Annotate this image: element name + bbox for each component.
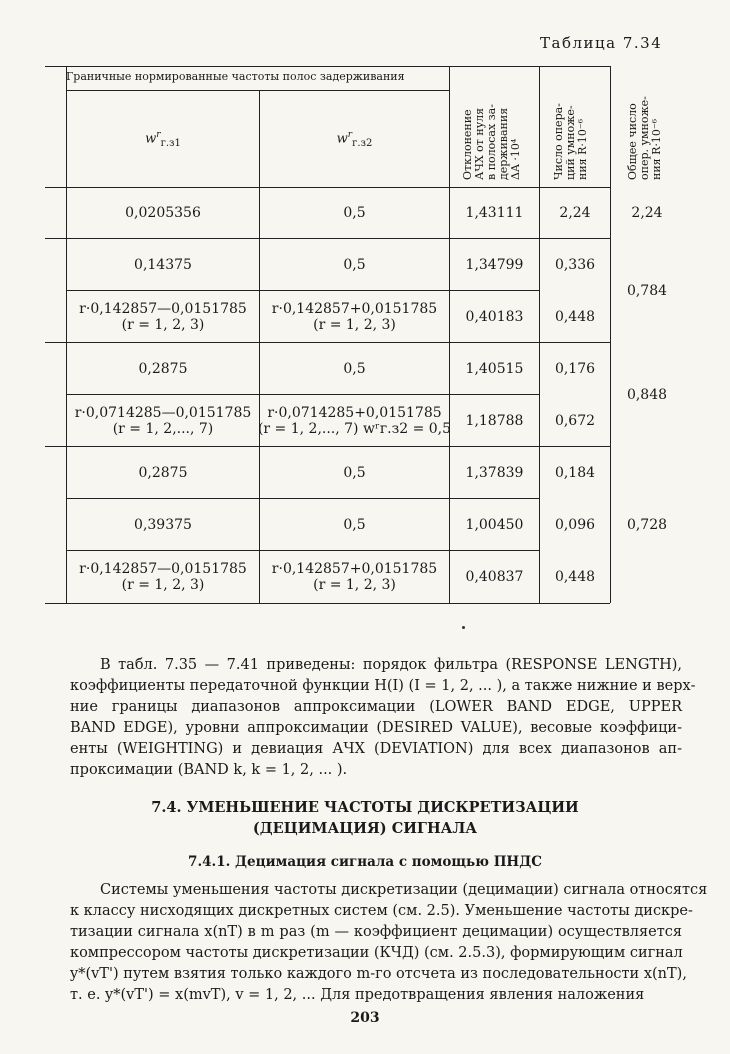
table-cell-ops: 2,24 <box>559 205 591 221</box>
paragraph-decimation: Системы уменьшения частоты дискретизации (децимации) сигнала относятся к классу нисходящих дискретных систем (см. 2.5). Уменьшение частоты дискре- тизации сигнала x(nT) в m раз (m — коэффициент децимации) осуществляется компрессором частоты дискретизации (КЧД) (см. 2.5.3), формирующим сигнал y*(vT') путем взятия только каждого m-го отсчета из последовательности x(nT), т. е. y*(vT') = x(mvT), v = 1, 2, ... Для предотвращения явления наложения <box>70 882 708 1003</box>
section-heading-line1: 7.4. УМЕНЬШЕНИЕ ЧАСТОТЫ ДИСКРЕТИЗАЦИИ <box>151 799 579 816</box>
table-cell-ops: 0,672 <box>554 412 596 429</box>
table-cell-ops: 0,336 <box>554 256 596 273</box>
table-cell-w1: 0,2875 <box>138 464 188 481</box>
table-cell-ops: 0,448 <box>554 569 596 585</box>
table-cell-total: 0,728 <box>626 517 668 533</box>
stray-dot <box>462 626 465 629</box>
table-cell-w1: 0,14375 <box>134 256 192 273</box>
header-col-w1: $w^r_{г.з1}$ <box>145 129 181 149</box>
table-cell-w2: r·0,0714285+0,0151785 (r = 1, 2,..., 7) wʳг.з2 = 0,5 <box>257 404 452 437</box>
table-cell-w2: 0,5 <box>343 516 366 533</box>
table-cell-deviation: 1,00450 <box>465 516 524 533</box>
table-cell-total: 2,24 <box>631 205 663 221</box>
table-cell-total: 0,784 <box>626 282 668 299</box>
table-cell-w2: 0,5 <box>343 256 366 273</box>
table-cell-w1: 0,39375 <box>134 516 192 533</box>
table-cell-w2: 0,5 <box>343 360 366 377</box>
table-cell-deviation: 0,40837 <box>465 569 524 585</box>
table-cell-deviation: 1,34799 <box>465 256 524 273</box>
table-cell-deviation: 0,40183 <box>465 308 524 325</box>
section-heading-line2: (ДЕЦИМАЦИЯ) СИГНАЛА <box>252 820 478 837</box>
table-cell-ops: 0,448 <box>554 308 596 325</box>
table-cell-deviation: 1,40515 <box>465 360 524 377</box>
table-cell-w1: r·0,0714285—0,0151785 (r = 1, 2,..., 7) <box>74 404 252 437</box>
table-cell-w1: 0,2875 <box>138 360 188 377</box>
page-number: 203 <box>350 1010 380 1026</box>
table-cell-deviation: 1,18788 <box>465 412 524 429</box>
table-cell-w2: 0,5 <box>343 205 366 221</box>
paragraph-intro: В табл. 7.35 — 7.41 приведены: порядок фильтра (RESPONSE LENGTH), коэффициенты передаточной функции H(I) (I = 1, 2, ... ), а также нижние и верх- ние границы диапазонов аппроксимации (LOWER BAND EDGE, UPPER BAND EDGE), уровни аппроксимации (DESIRED VALUE), весовые коэффици- енты (WEIGHTING) и девиация АЧХ (DEVIATION) для всех диапазонов ап- проксимации (BAND k, k = 1, 2, ... ). <box>70 657 696 778</box>
table-cell-ops: 0,176 <box>554 360 596 377</box>
table-cell-deviation: 1,43111 <box>465 205 524 221</box>
table-cell-w1: 0,0205356 <box>125 205 201 221</box>
subsection-heading: 7.4.1. Децимация сигнала с помощью ПНДС <box>188 854 542 870</box>
table-cell-w2: r·0,142857+0,0151785 (r = 1, 2, 3) <box>271 561 438 593</box>
table-cell-w1: r·0,142857—0,0151785 (r = 1, 2, 3) <box>79 300 247 333</box>
header-group-label: Граничные нормированные частоты полос задерживания <box>66 70 405 83</box>
table-cell-ops: 0,096 <box>554 516 596 533</box>
table-cell-w1: r·0,142857—0,0151785 (r = 1, 2, 3) <box>79 561 247 593</box>
table-caption: Таблица 7.34 <box>540 34 663 52</box>
table-cell-w2: r·0,142857+0,0151785 (r = 1, 2, 3) <box>271 300 438 333</box>
header-col-w2: $w^r_{г.з2}$ <box>336 129 373 149</box>
table-cell-total: 0,848 <box>626 386 668 403</box>
table-cell-deviation: 1,37839 <box>465 464 524 481</box>
table-cell-ops: 0,184 <box>554 464 596 481</box>
table-cell-w2: 0,5 <box>343 464 366 481</box>
